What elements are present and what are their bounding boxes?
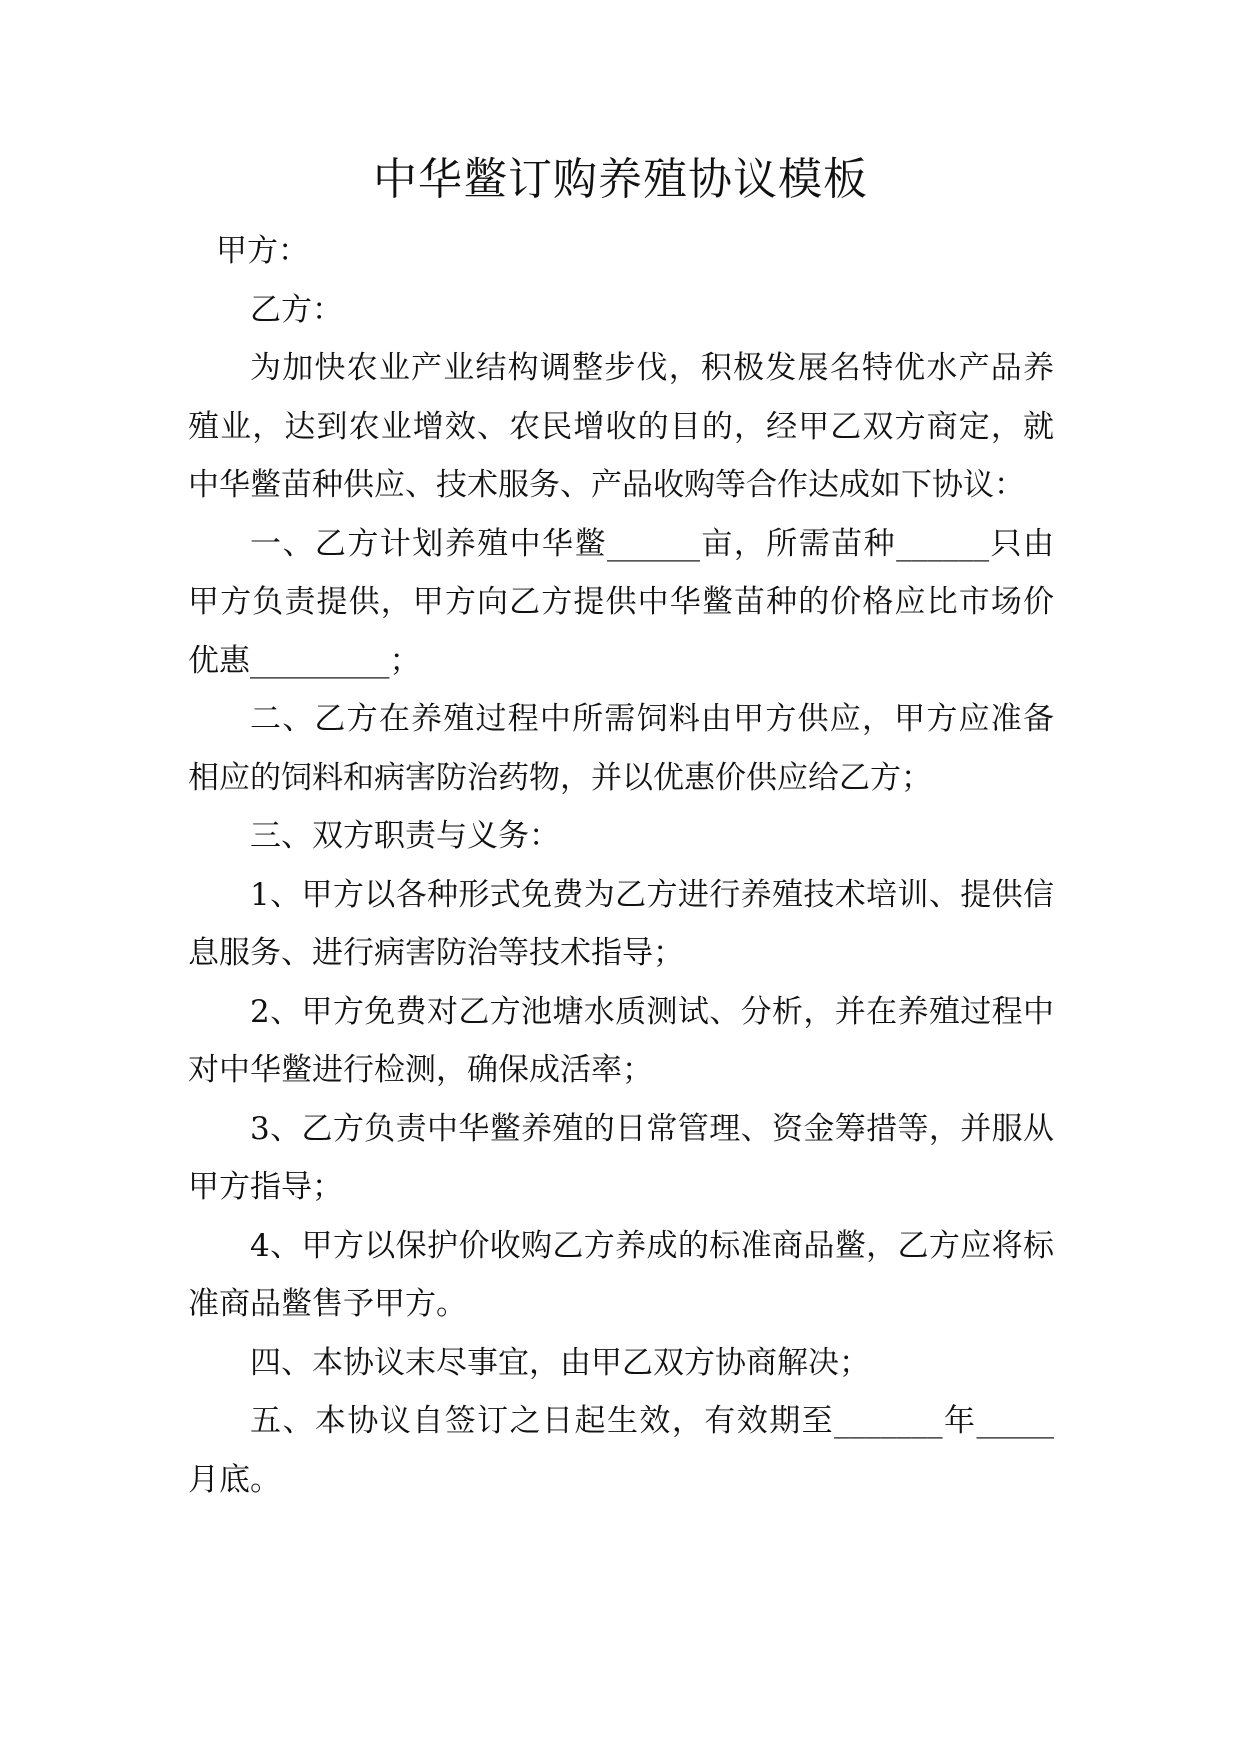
document-title: 中华鳖订购养殖协议模板: [373, 154, 868, 205]
paragraph-clause-3-item-3: 3、乙方负责中华鳖养殖的日常管理、资金筹措等，并服从甲方指导；: [188, 1110, 1054, 1205]
paragraph-clause-3-item-4: 4、甲方以保护价收购乙方养成的标准商品鳖，乙方应将标准商品鳖售予甲方。: [188, 1227, 1054, 1322]
paragraph-intro: 为加快农业产业结构调整步伐，积极发展名特优水产品养殖业，达到农业增效、农民增收的目的，经甲乙双方商定，就中华鳖苗种供应、技术服务、产品收购等合作达成如下协议：: [188, 350, 1054, 503]
party-b-line: 乙方：: [250, 291, 343, 328]
paragraph-clause-3: 三、双方职责与义务：: [250, 818, 560, 854]
paragraph-clause-5: 五、本协议自签订之日起生效，有效期至_______年_____月底。: [188, 1403, 1054, 1498]
paragraph-clause-1: 一、乙方计划养殖中华鳖______亩，所需苗种______只由甲方负责提供，甲方向乙方提供中华鳖苗种的价格应比市场价优惠_________；: [188, 525, 1054, 679]
party-a-line: 甲方：: [216, 233, 309, 269]
paragraph-clause-3-item-1: 1、甲方以各种形式免费为乙方进行养殖技术培训、提供信息服务、进行病害防治等技术指导；: [188, 876, 1054, 971]
document-body: [188, 222, 1054, 1509]
paragraph-clause-2: 二、乙方在养殖过程中所需饲料由甲方供应，甲方应准备相应的饲料和病害防治药物，并以优惠价供应给乙方；: [188, 701, 1054, 796]
paragraph-clause-4: 四、本协议末尽事宜，由甲乙双方协商解决；: [250, 1344, 870, 1381]
paragraph-clause-3-item-2: 2、甲方免费对乙方池塘水质测试、分析，并在养殖过程中对中华鳖进行检测，确保成活率；: [188, 993, 1054, 1088]
